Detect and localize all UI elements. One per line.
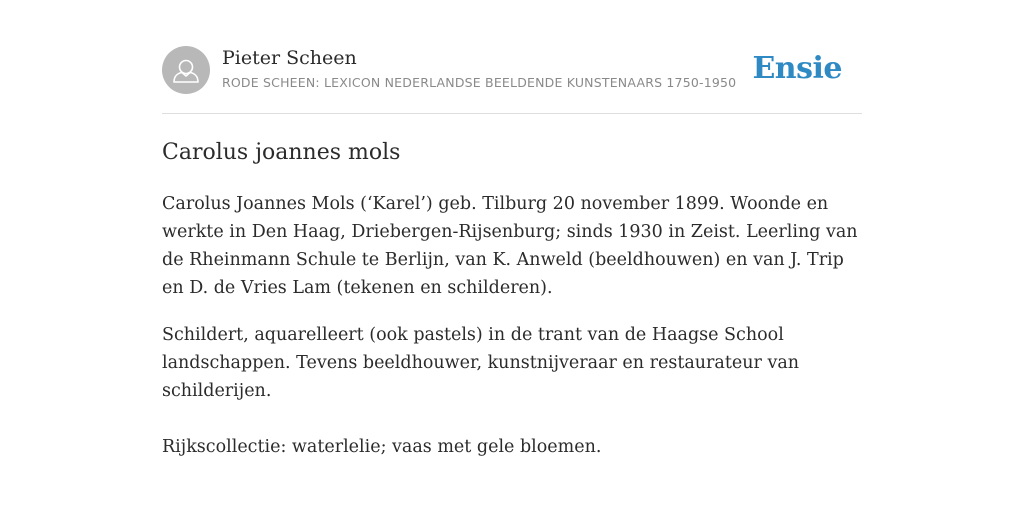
ensie-logo[interactable]: Ensie — [752, 51, 842, 86]
user-icon — [162, 46, 210, 94]
author-avatar[interactable] — [162, 46, 210, 94]
header-divider — [162, 113, 862, 114]
article-paragraph: Rijkscollectie: waterlelie; vaas met gele bloemen. — [162, 437, 602, 457]
article-title: Carolus joannes mols — [162, 140, 401, 165]
author-name[interactable]: Pieter Scheen — [222, 47, 357, 69]
article-header — [162, 46, 862, 96]
article-paragraph: Carolus Joannes Mols (‘Karel’) geb. Tilburg 20 november 1899. Woonde en werkte in Den Haag, Driebergen-Rijsenburg; sinds 1930 in Zeist. Leerling van de Rheinmann Schule te Berlijn, van K. Anweld (beeldhouwen) en van J. Trip en D. de Vries Lam (tekenen en schilderen). — [162, 194, 858, 298]
source-title[interactable]: RODE SCHEEN: LEXICON NEDERLANDSE BEELDENDE KUNSTENAARS 1750-1950 — [222, 75, 737, 90]
article-paragraph: Schildert, aquarelleert (ook pastels) in de trant van de Haagse School landschappen. Tevens beeldhouwer, kunstnijveraar en restaurateur van schilderijen. — [162, 325, 800, 401]
